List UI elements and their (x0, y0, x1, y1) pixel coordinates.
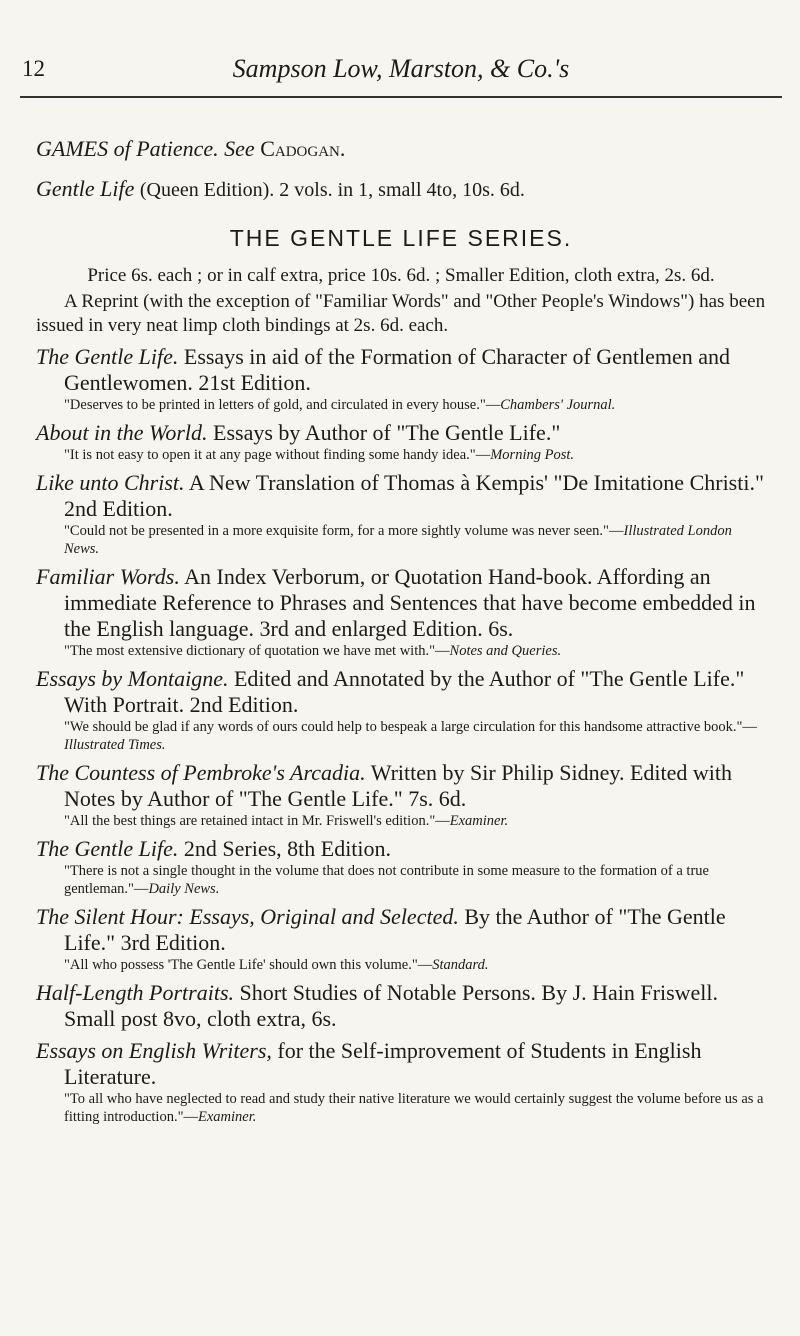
entry-heading (36, 836, 766, 862)
entry-heading (36, 470, 766, 522)
entry-review (36, 1090, 766, 1126)
entry-title: Essays on English Writers, (36, 1038, 272, 1063)
gentle-life-details: (Queen Edition). 2 vols. in 1, small 4to, 10s. 6d. (139, 179, 525, 201)
book-entry (36, 666, 766, 754)
entry-title: Essays by Montaigne. (36, 666, 229, 691)
review-quote: "Deserves to be printed in letters of gold, and circulated in every house."— (64, 397, 501, 413)
book-entry (36, 564, 766, 660)
entry-description: By the Author of "The Gentle Life." 3rd Edition. (64, 904, 726, 955)
review-source: Notes and Queries. (449, 643, 562, 659)
entry-heading (36, 420, 766, 446)
review-source: Examiner. (449, 813, 509, 829)
entry-description: Essays by Author of "The Gentle Life." (213, 420, 561, 445)
entry-description: Essays in aid of the Formation of Character of Gentlemen and Gentlewomen. 21st Edition. (64, 344, 731, 395)
review-source: Examiner. (198, 1109, 257, 1125)
book-entry (36, 470, 766, 558)
entry-description: Short Studies of Notable Persons. By J. Hain Friswell. Small post 8vo, cloth extra, 6s. (64, 980, 719, 1031)
entry-description: for the Self-improvement of Students in English Literature. (64, 1038, 702, 1089)
book-entry (36, 760, 766, 830)
entry-heading (36, 904, 766, 956)
entry-title: About in the World. (36, 420, 208, 445)
page-header (20, 48, 782, 88)
review-quote: "There is not a single thought in the volume that does not contribute in some measure to the formation of a true gentleman."— (64, 863, 709, 897)
entry-review (36, 812, 766, 830)
games-title: GAMES of Patience. (36, 136, 219, 161)
entry-heading (36, 760, 766, 812)
entry-title: Like unto Christ. (36, 470, 185, 495)
header-rule (20, 96, 782, 98)
review-quote: "All the best things are retained intact in Mr. Friswell's edition."— (64, 813, 450, 829)
entry-title: The Silent Hour: Essays, Original and Selected. (36, 904, 459, 929)
gentle-life-queen-entry (36, 176, 766, 203)
price-line: Price 6s. each ; or in calf extra, price 10s. 6d. ; Smaller Edition, cloth extra, 2s. 6d. (87, 265, 715, 286)
entry-title: Half-Length Portraits. (36, 980, 235, 1005)
book-entry (36, 904, 766, 974)
book-entry (36, 1038, 766, 1126)
entry-heading (36, 344, 766, 396)
review-source: Morning Post. (490, 447, 574, 463)
entry-heading (36, 666, 766, 718)
review-source: Standard. (432, 957, 489, 973)
entry-heading (36, 1038, 766, 1090)
running-title: Sampson Low, Marston, & Co.'s (232, 54, 570, 83)
entry-heading (36, 980, 766, 1032)
review-source: Illustrated London News. (64, 523, 732, 557)
entry-review (36, 396, 766, 414)
series-title: THE GENTLE LIFE SERIES. (229, 225, 573, 251)
games-see: See (224, 136, 255, 161)
book-entry (36, 420, 766, 464)
entry-title: The Gentle Life. (36, 344, 179, 369)
games-entry (36, 136, 766, 162)
gentle-life-title: Gentle Life (36, 176, 135, 201)
entry-review (36, 862, 766, 898)
review-quote: "It is not easy to open it at any page without finding some handy idea."— (64, 447, 491, 463)
review-source: Daily News. (148, 881, 220, 897)
book-entry (36, 980, 766, 1032)
review-quote: "To all who have neglected to read and study their native literature we would certainly suggest the volume before us as a fitting introduction."— (64, 1091, 764, 1125)
review-quote: "All who possess 'The Gentle Life' should own this volume."— (64, 957, 433, 973)
page-number: 12 (22, 56, 45, 81)
entry-description: Written by Sir Philip Sidney. Edited with Notes by Author of "The Gentle Life." 7s. 6d. (64, 760, 732, 811)
entry-title: Familiar Words. (36, 564, 180, 589)
book-entry (36, 836, 766, 898)
reprint-note: A Reprint (with the exception of "Familiar Words" and "Other People's Windows") has been issued in very neat limp cloth bindings at 2s. 6d. each. (36, 291, 766, 336)
entry-review (36, 522, 766, 558)
entry-title: The Gentle Life. (36, 836, 179, 861)
entry-description: A New Translation of Thomas à Kempis' "De Imitatione Christi." 2nd Edition. (64, 470, 764, 521)
review-quote: "Could not be presented in a more exquisite form, for a more sightly volume was never seen."— (64, 523, 624, 539)
review-source: Chambers' Journal. (500, 397, 616, 413)
entry-review (36, 642, 766, 660)
review-source: Illustrated Times. (64, 737, 166, 753)
review-quote: "The most extensive dictionary of quotation we have met with."— (64, 643, 450, 659)
book-entry (36, 344, 766, 414)
entry-title: The Countess of Pembroke's Arcadia. (36, 760, 366, 785)
entry-heading (36, 564, 766, 642)
review-quote: "We should be glad if any words of ours could help to bespeak a large circulation for this handsome attractive book."— (64, 719, 757, 735)
entries-list (36, 344, 766, 1126)
entry-description: 2nd Series, 8th Edition. (183, 836, 392, 861)
entry-review (36, 446, 766, 464)
entry-description: Edited and Annotated by the Author of "The Gentle Life." With Portrait. 2nd Edition. (64, 666, 745, 717)
entry-review (36, 956, 766, 974)
games-ref: Cadogan. (260, 136, 346, 161)
entry-description: An Index Verborum, or Quotation Hand-book. Affording an immediate Reference to Phrases and Sentences that have become embedded in the English language. 3rd and enlarged Edition. 6s. (64, 564, 756, 641)
page-content (36, 136, 766, 1126)
entry-review (36, 718, 766, 754)
